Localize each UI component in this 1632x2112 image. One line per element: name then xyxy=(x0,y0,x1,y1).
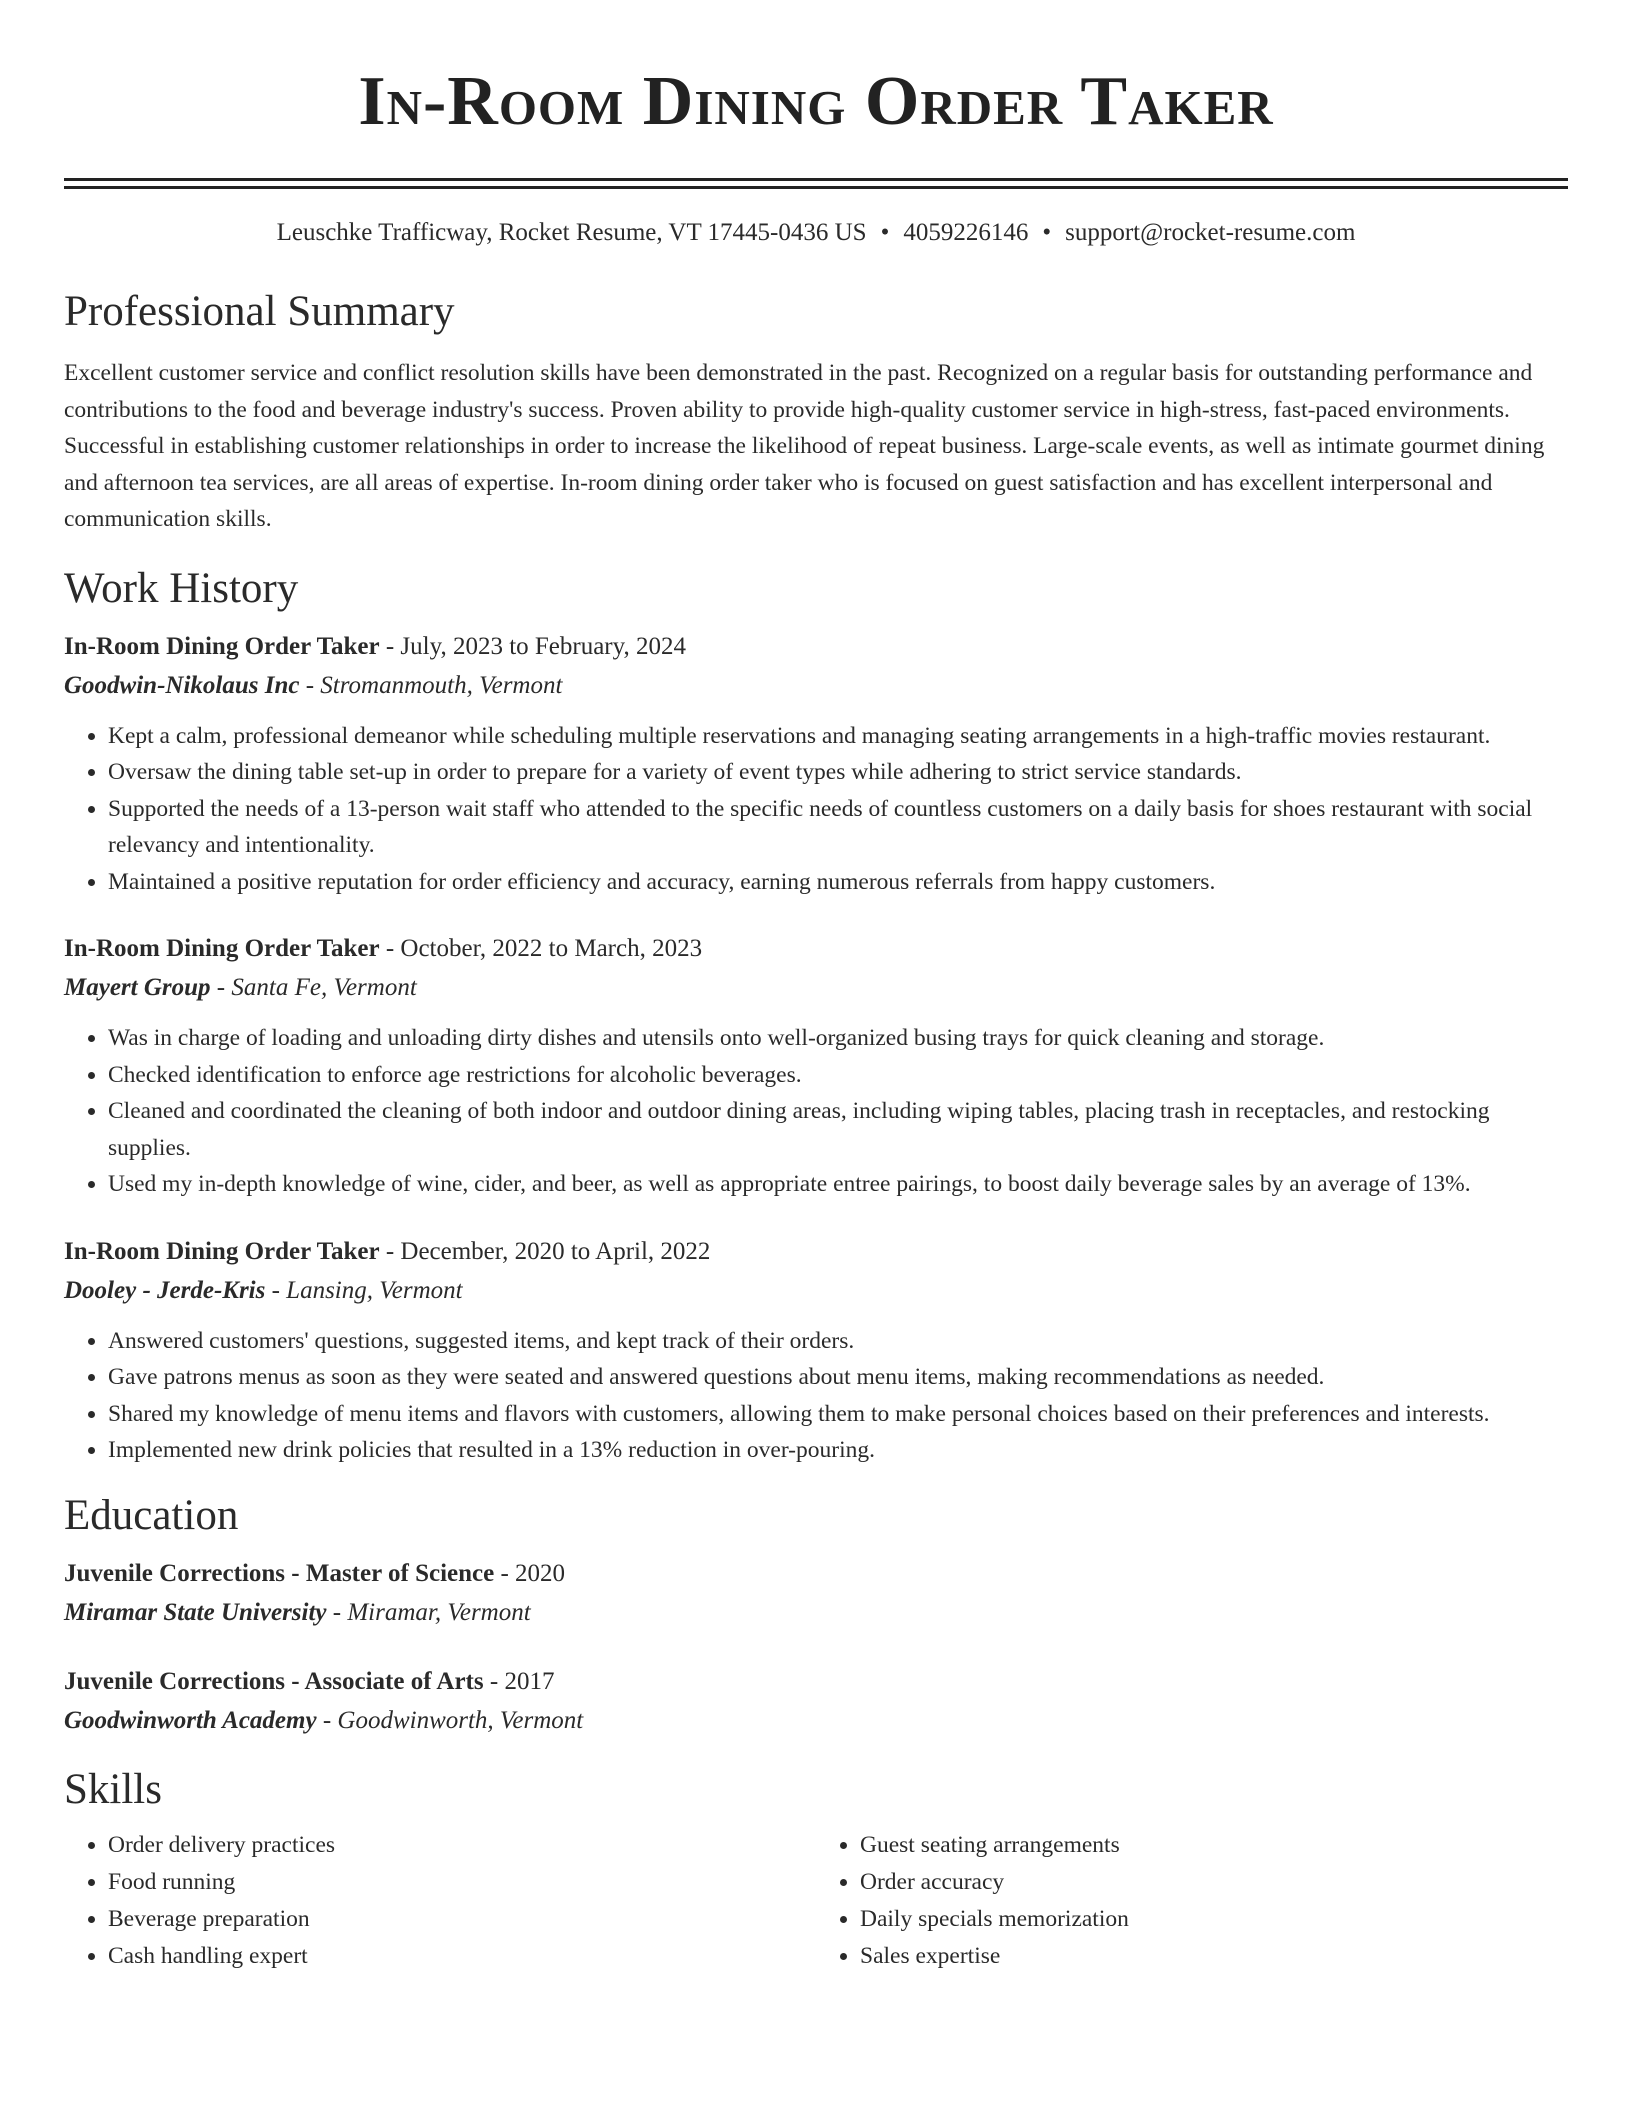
candidate-name: In-Room Dining Order Taker xyxy=(358,63,1274,140)
contact-email: support@rocket-resume.com xyxy=(1065,219,1356,246)
job-company: Dooley - Jerde-Kris xyxy=(64,1276,266,1304)
skill-item: • Food running xyxy=(108,1864,816,1901)
summary-text: Excellent customer service and conflict resolution skills have been demonstrated in the past. Recognized on a regular basis for outstanding performance and contributions to the food and beverage industry's success. Proven ability to provide high-quality customer service in high-stress, fast-paced environments. Successful in establishing customer relationships in order to increase the likelihood of repeat business. Large-scale events, as well as intimate gourmet dining and afternoon tea services, are all areas of expertise. In-room dining order taker who is focused on guest satisfaction and has excellent interpersonal and communication skills. xyxy=(64,360,1545,532)
job-entry xyxy=(64,930,1568,1203)
job-entry xyxy=(64,628,1568,901)
job-duties-list xyxy=(64,718,1568,901)
job-dates: December, 2020 to April, 2022 xyxy=(400,1237,711,1265)
job-title: In-Room Dining Order Taker xyxy=(64,632,380,660)
job-entry xyxy=(64,1233,1568,1469)
job-company: Goodwin-Nikolaus Inc xyxy=(64,671,300,699)
job-title: In-Room Dining Order Taker xyxy=(64,1237,380,1265)
education-school-line: Goodwinworth Academy - Goodwinworth, Vermont xyxy=(64,1706,584,1734)
skills-list-right xyxy=(816,1827,1568,1975)
job-duty-item: • Used my in-depth knowledge of wine, cider, and beer, as well as appropriate entree pairings, to boost daily beverage sales by an average of 13%. xyxy=(108,1166,1568,1203)
education-school: Miramar State University xyxy=(64,1598,327,1626)
education-list xyxy=(64,1555,1568,1741)
skill-item: • Beverage preparation xyxy=(108,1901,816,1938)
job-location: Lansing, Vermont xyxy=(286,1276,463,1304)
contact-separator: • xyxy=(1042,219,1052,246)
education-degree: Juvenile Corrections - Associate of Arts xyxy=(64,1667,484,1695)
contact-line xyxy=(64,219,1568,247)
job-company: Mayert Group xyxy=(64,974,211,1001)
header-double-rule xyxy=(64,178,1568,189)
job-company-line: Mayert Group - Santa Fe, Vermont xyxy=(64,974,417,1001)
job-title-line: In-Room Dining Order Taker - October, 2022 to March, 2023 xyxy=(64,935,703,962)
skill-item: • Daily specials memorization xyxy=(860,1901,1568,1938)
job-duty-item: • Shared my knowledge of menu items and flavors with customers, allowing them to make personal choices based on their preferences and interests. xyxy=(108,1396,1568,1433)
skill-item: • Order accuracy xyxy=(860,1864,1568,1901)
work-history-heading: Work History xyxy=(64,564,299,612)
job-dates: July, 2023 to February, 2024 xyxy=(400,632,687,660)
education-school-line: Miramar State University - Miramar, Vermont xyxy=(64,1598,531,1626)
job-duty-item: • Kept a calm, professional demeanor while scheduling multiple reservations and managing seating arrangements in a high-traffic movies restaurant. xyxy=(108,718,1568,755)
job-dates: October, 2022 to March, 2023 xyxy=(400,935,703,962)
job-company-line: Dooley - Jerde-Kris - Lansing, Vermont xyxy=(64,1276,463,1304)
contact-phone: 4059226146 xyxy=(903,219,1029,246)
education-degree-line: Juvenile Corrections - Master of Science - 2020 xyxy=(64,1559,566,1587)
job-duty-item: • Answered customers' questions, suggested items, and kept track of their orders. xyxy=(108,1323,1568,1360)
education-school: Goodwinworth Academy xyxy=(64,1706,317,1734)
job-location: Stromanmouth, Vermont xyxy=(320,671,563,699)
education-degree: Juvenile Corrections - Master of Science xyxy=(64,1559,495,1587)
job-duty-item: • Supported the needs of a 13-person wait staff who attended to the specific needs of countless customers on a daily basis for shoes restaurant with social relevancy and intentionality. xyxy=(108,791,1568,864)
job-duty-item: • Checked identification to enforce age restrictions for alcoholic beverages. xyxy=(108,1057,1568,1094)
skill-item: • Sales expertise xyxy=(860,1938,1568,1975)
skills-grid xyxy=(64,1827,1568,1975)
skill-item: • Cash handling expert xyxy=(108,1938,816,1975)
education-heading: Education xyxy=(64,1491,239,1539)
education-degree-line: Juvenile Corrections - Associate of Arts - 2017 xyxy=(64,1667,555,1695)
education-year: 2017 xyxy=(504,1667,555,1695)
summary-heading: Professional Summary xyxy=(64,288,455,335)
education-location: Goodwinworth, Vermont xyxy=(337,1706,584,1734)
education-entry xyxy=(64,1555,1568,1633)
skill-item: • Guest seating arrangements xyxy=(860,1827,1568,1864)
job-duty-item: • Gave patrons menus as soon as they were seated and answered questions about menu items, making recommendations as needed. xyxy=(108,1359,1568,1396)
job-duty-item: • Cleaned and coordinated the cleaning of both indoor and outdoor dining areas, including wiping tables, placing trash in receptacles, and restocking supplies. xyxy=(108,1093,1568,1166)
job-duties-list xyxy=(64,1020,1568,1203)
job-title-line: In-Room Dining Order Taker - July, 2023 to February, 2024 xyxy=(64,632,687,660)
contact-separator: • xyxy=(880,219,890,246)
job-duty-item: • Maintained a positive reputation for order efficiency and accuracy, earning numerous referrals from happy customers. xyxy=(108,864,1568,901)
skill-item: • Order delivery practices xyxy=(108,1827,816,1864)
education-entry xyxy=(64,1663,1568,1741)
job-duty-item: • Implemented new drink policies that resulted in a 13% reduction in over-pouring. xyxy=(108,1432,1568,1469)
job-duties-list xyxy=(64,1323,1568,1469)
job-company-line: Goodwin-Nikolaus Inc - Stromanmouth, Vermont xyxy=(64,671,563,699)
contact-address: Leuschke Trafficway, Rocket Resume, VT 17445-0436 US xyxy=(276,219,867,246)
job-duty-item: • Was in charge of loading and unloading dirty dishes and utensils onto well-organized busing trays for quick cleaning and storage. xyxy=(108,1020,1568,1057)
skills-list-left xyxy=(64,1827,816,1975)
skills-heading: Skills xyxy=(64,1765,162,1813)
job-location: Santa Fe, Vermont xyxy=(231,974,417,1001)
job-title-line: In-Room Dining Order Taker - December, 2020 to April, 2022 xyxy=(64,1237,711,1265)
job-duty-item: • Oversaw the dining table set-up in order to prepare for a variety of event types while adhering to strict service standards. xyxy=(108,754,1568,791)
education-year: 2020 xyxy=(515,1559,566,1587)
work-history-list xyxy=(64,628,1568,1469)
education-location: Miramar, Vermont xyxy=(347,1598,531,1626)
job-title: In-Room Dining Order Taker xyxy=(64,935,380,962)
